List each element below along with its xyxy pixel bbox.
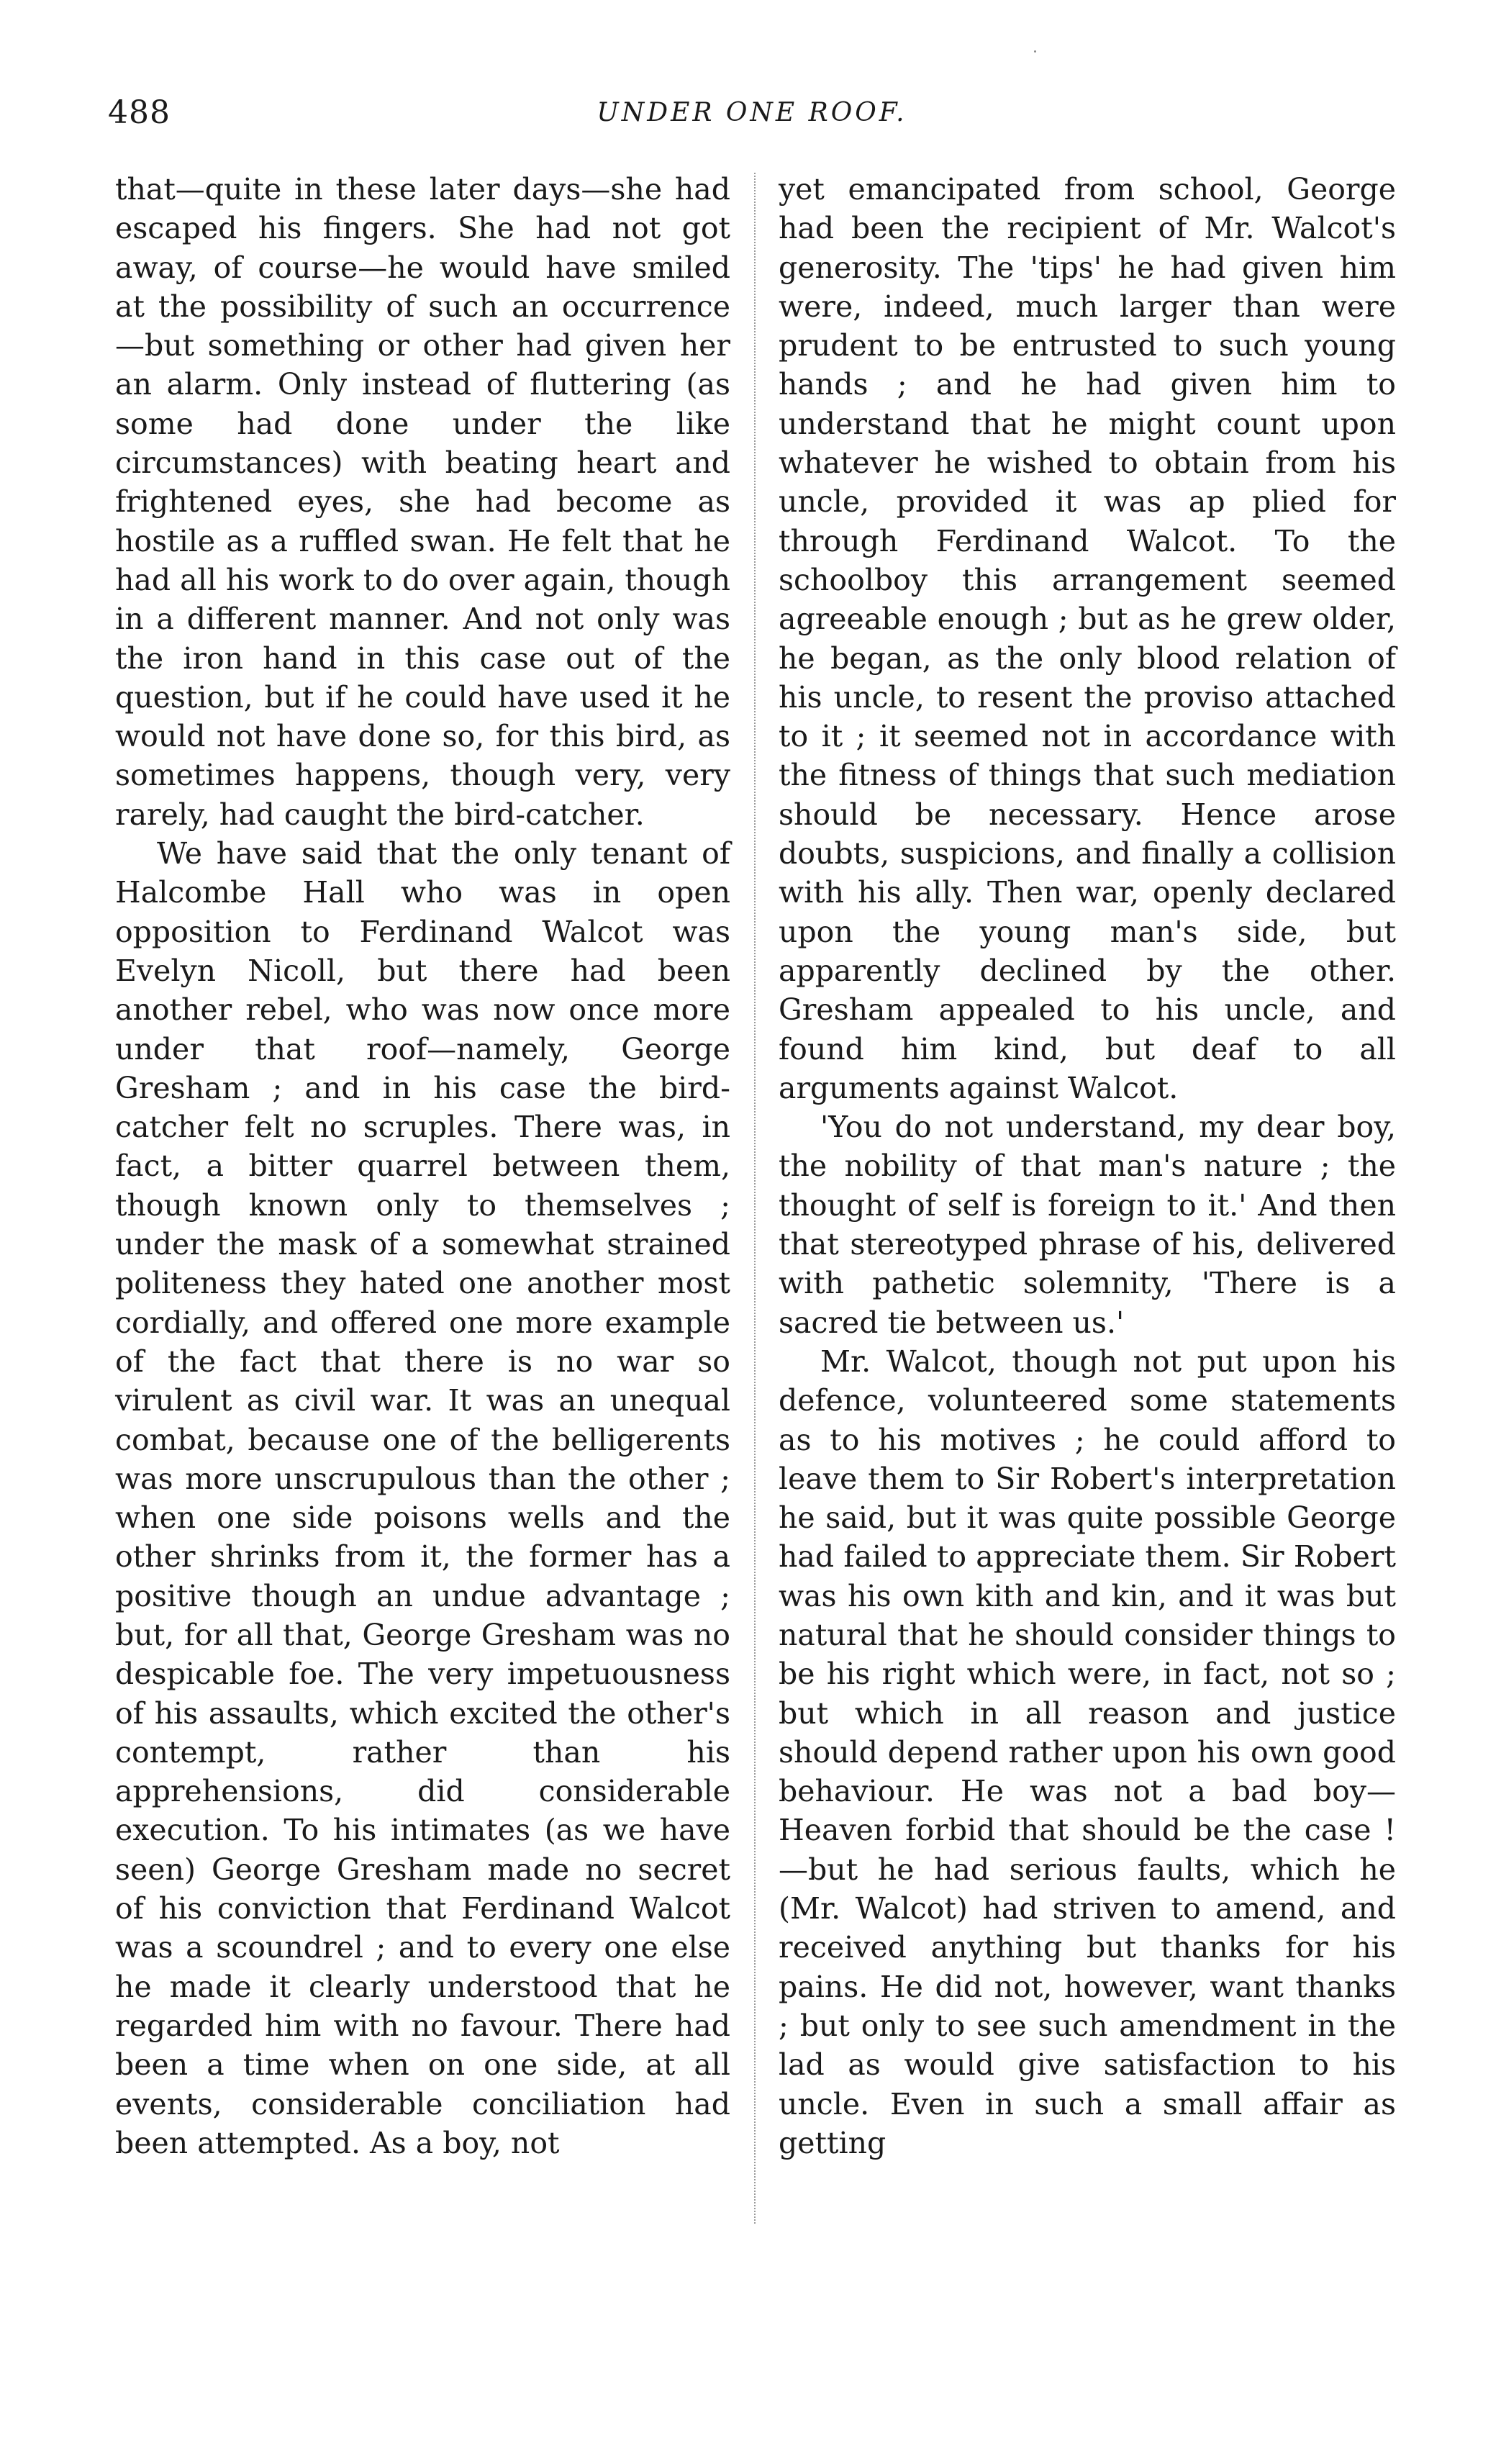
left-paragraph-1: that—quite in these later days—she had escaped his fingers. She had not got away, of course—he would have smiled at the possibility of such an occurrence —but something or other had given her an alarm. Only instead of fluttering (as some had done under the like circumstances) with beating heart and frightened eyes, she had become as hostile as a ruffled swan. He felt that he had all his work to do over again, though in a different manner. And not only was the iron hand in this case out of the question, but if he could have used it he would not have done so, for this bird, as sometimes happens, though very, very rarely, had caught the bird-catcher. — [115, 172, 730, 832]
page-header — [108, 95, 1396, 138]
left-column — [115, 170, 730, 2162]
page-number: 488 — [108, 94, 171, 131]
column-divider — [754, 173, 756, 2224]
right-column — [779, 170, 1396, 2162]
running-title: UNDER ONE ROOF. — [597, 98, 907, 127]
right-paragraph-2: 'You do not understand, my dear boy, the nobility of that man's nature ; the thought of self is foreign to it.' And then that stereotyped phrase of his, delivered with pathetic solemnity, 'There is a sacred tie between us.' — [779, 1110, 1396, 1340]
right-paragraph-3: Mr. Walcot, though not put upon his defence, volunteered some statements as to his motives ; he could afford to leave them to Sir Robert's interpretation he said, but it was quite possible George had failed to appreciate them. Sir Robert was his own kith and kin, and it was but natural that he should consider things to be his right which were, in fact, not so ; but which in all reason and justice should depend rather upon his own good behaviour. He was not a bad boy—Heaven forbid that should be the case !—but he had serious faults, which he (Mr. Walcot) had striven to amend, and received anything but thanks for his pains. He did not, however, want thanks ; but only to see such amendment in the lad as would give satisfaction to his uncle. Even in such a small affair as getting — [779, 1344, 1396, 2160]
paper-speck — [1034, 50, 1036, 53]
left-paragraph-2: We have said that the only tenant of Halcombe Hall who was in open opposition to Ferdinand Walcot was Evelyn Nicoll, but there had been another rebel, who was now once more under that roof—namely, George Gresham ; and in his case the bird-catcher felt no scruples. There was, in fact, a bitter quarrel between them, though known only to themselves ; under the mask of a somewhat strained politeness they hated one another most cordially, and offered one more example of the fact that there is no war so virulent as civil war. It was an unequal combat, because one of the belligerents was more unscrupulous than the other ; when one side poisons wells and the other shrinks from it, the former has a positive though an undue advantage ; but, for all that, George Gresham was no despicable foe. The very impetuousness of his assaults, which excited the other's contempt, rather than his apprehensions, did considerable execution. To his intimates (as we have seen) George Gresham made no secret of his conviction that Ferdinand Walcot was a scoundrel ; and to every one else he made it clearly understood that he regarded him with no favour. There had been a time when on one side, at all events, considerable conciliation had been attempted. As a boy, not — [115, 836, 730, 2160]
right-paragraph-1: yet emancipated from school, George had been the recipient of Mr. Walcot's generosity. The 'tips' he had given him were, indeed, much larger than were prudent to be entrusted to such young hands ; and he had given him to understand that he might count upon whatever he wished to obtain from his uncle, provided it was ap plied for through Ferdinand Walcot. To the schoolboy this arrangement seemed agreeable enough ; but as he grew older, he began, as the only blood relation of his uncle, to resent the proviso attached to it ; it seemed not in accordance with the fitness of things that such mediation should be necessary. Hence arose doubts, suspicions, and finally a collision with his ally. Then war, openly declared upon the young man's side, but apparently declined by the other. Gresham appealed to his uncle, and found him kind, but deaf to all arguments against Walcot. — [779, 172, 1396, 1105]
